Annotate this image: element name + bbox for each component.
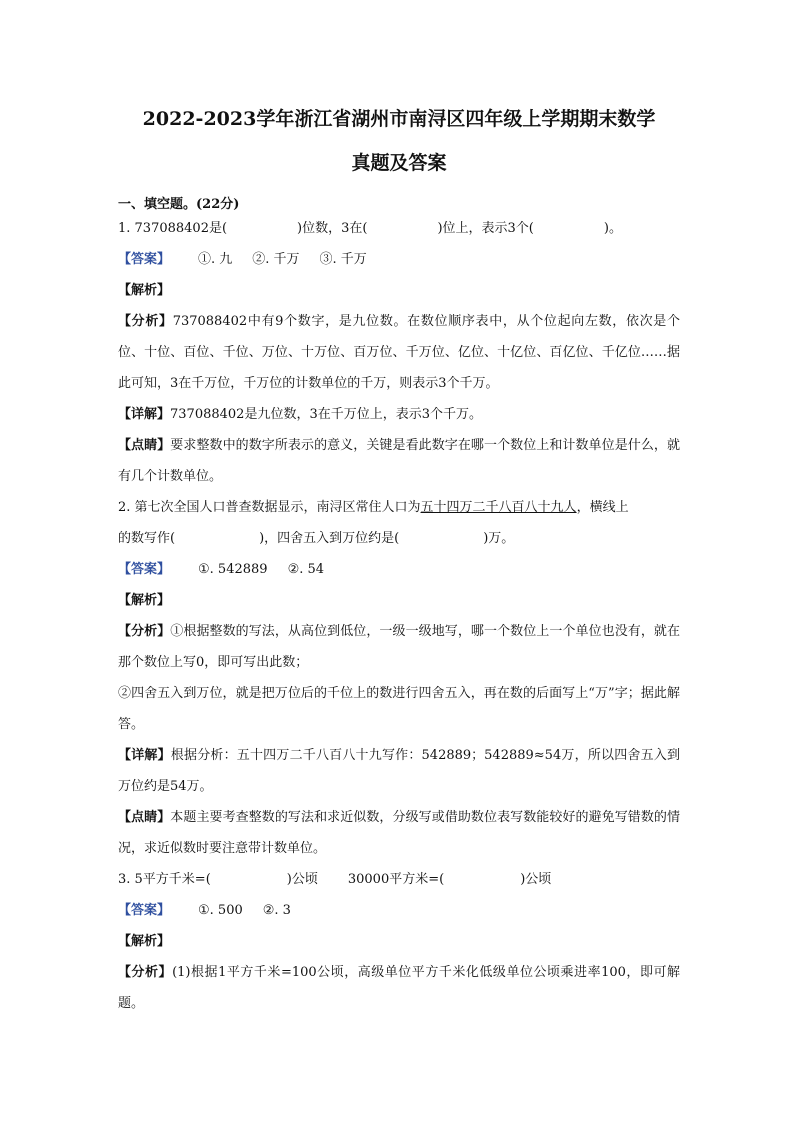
q3-analysis-tag: 【解析】 bbox=[118, 934, 171, 949]
question-3: 3. 5平方千米=( )公顷 30000平方米=( )公顷 bbox=[118, 872, 552, 887]
q1-dianjing: 【点睛】要求整数中的数字所表示的意义，关键是看此数字在哪一个数位上和计数单位是什么，就有几个计数单位。 bbox=[118, 438, 680, 484]
q1-xiangjie: 【详解】737088402是九位数，3在千万位上，表示3个千万。 bbox=[118, 407, 482, 422]
q1-fenxi: 【分析】737088402中有9个数字，是九位数。在数位顺序表中，从个位起向左数，依次是个位、十位、百位、千位、万位、十万位、百万位、千万位、亿位、十亿位、百亿位、千亿位……据此可知，3在千万位，千万位的计数单位的千万，则表示3个千万。 bbox=[118, 314, 680, 391]
q3-fenxi: 【分析】(1)根据1平方千米=100公顷，高级单位平方千米化低级单位公顷乘进率100，即可解题。 bbox=[118, 965, 680, 1011]
q1-analysis-tag: 【解析】 bbox=[118, 283, 171, 298]
q2-xiangjie: 【详解】根据分析：五十四万二千八百八十九写作：542889；542889≈54万，所以四舍五入到万位约是54万。 bbox=[118, 748, 680, 794]
q2-analysis-tag: 【解析】 bbox=[118, 593, 171, 608]
q3-answer: 【答案】 ①. 500 ②. 3 bbox=[118, 903, 291, 918]
question-2-cont: 的数写作( )，四舍五入到万位约是( )万。 bbox=[118, 531, 515, 546]
question-1: 1. 737088402是( )位数，3在( )位上，表示3个( )。 bbox=[118, 221, 622, 236]
q2-dianjing: 【点睛】本题主要考查整数的写法和求近似数，分级写或借助数位表写数能较好的避免写错数的情况，求近似数时要注意带计数单位。 bbox=[118, 810, 680, 856]
question-2: 2. 第七次全国人口普查数据显示，南浔区常住人口为五十四万二千八百八十九人，横线上 bbox=[118, 500, 629, 515]
section-heading: 一、填空题。(22分) bbox=[118, 197, 240, 212]
document-subtitle: 真题及答案 bbox=[351, 152, 447, 174]
q2-answer: 【答案】 ①. 542889 ②. 54 bbox=[118, 562, 325, 577]
q2-fenxi-1: 【分析】①根据整数的写法，从高位到低位，一级一级地写，哪一个数位上一个单位也没有，就在那个数位上写0，即可写出此数； bbox=[118, 624, 680, 670]
document-title: 2022-2023学年浙江省湖州市南浔区四年级上学期期末数学 bbox=[142, 108, 656, 130]
underlined-number: 五十四万二千八百八十九人 bbox=[420, 500, 577, 515]
answer-tag: 【答案】 bbox=[118, 562, 171, 577]
q1-answer: 【答案】 ①. 九 ②. 千万 ③. 千万 bbox=[118, 252, 367, 267]
q2-fenxi-2: ②四舍五入到万位，就是把万位后的千位上的数进行四舍五入，再在数的后面写上“万”字；据此解答。 bbox=[118, 686, 680, 732]
answer-tag: 【答案】 bbox=[118, 252, 171, 267]
answer-tag: 【答案】 bbox=[118, 903, 171, 918]
